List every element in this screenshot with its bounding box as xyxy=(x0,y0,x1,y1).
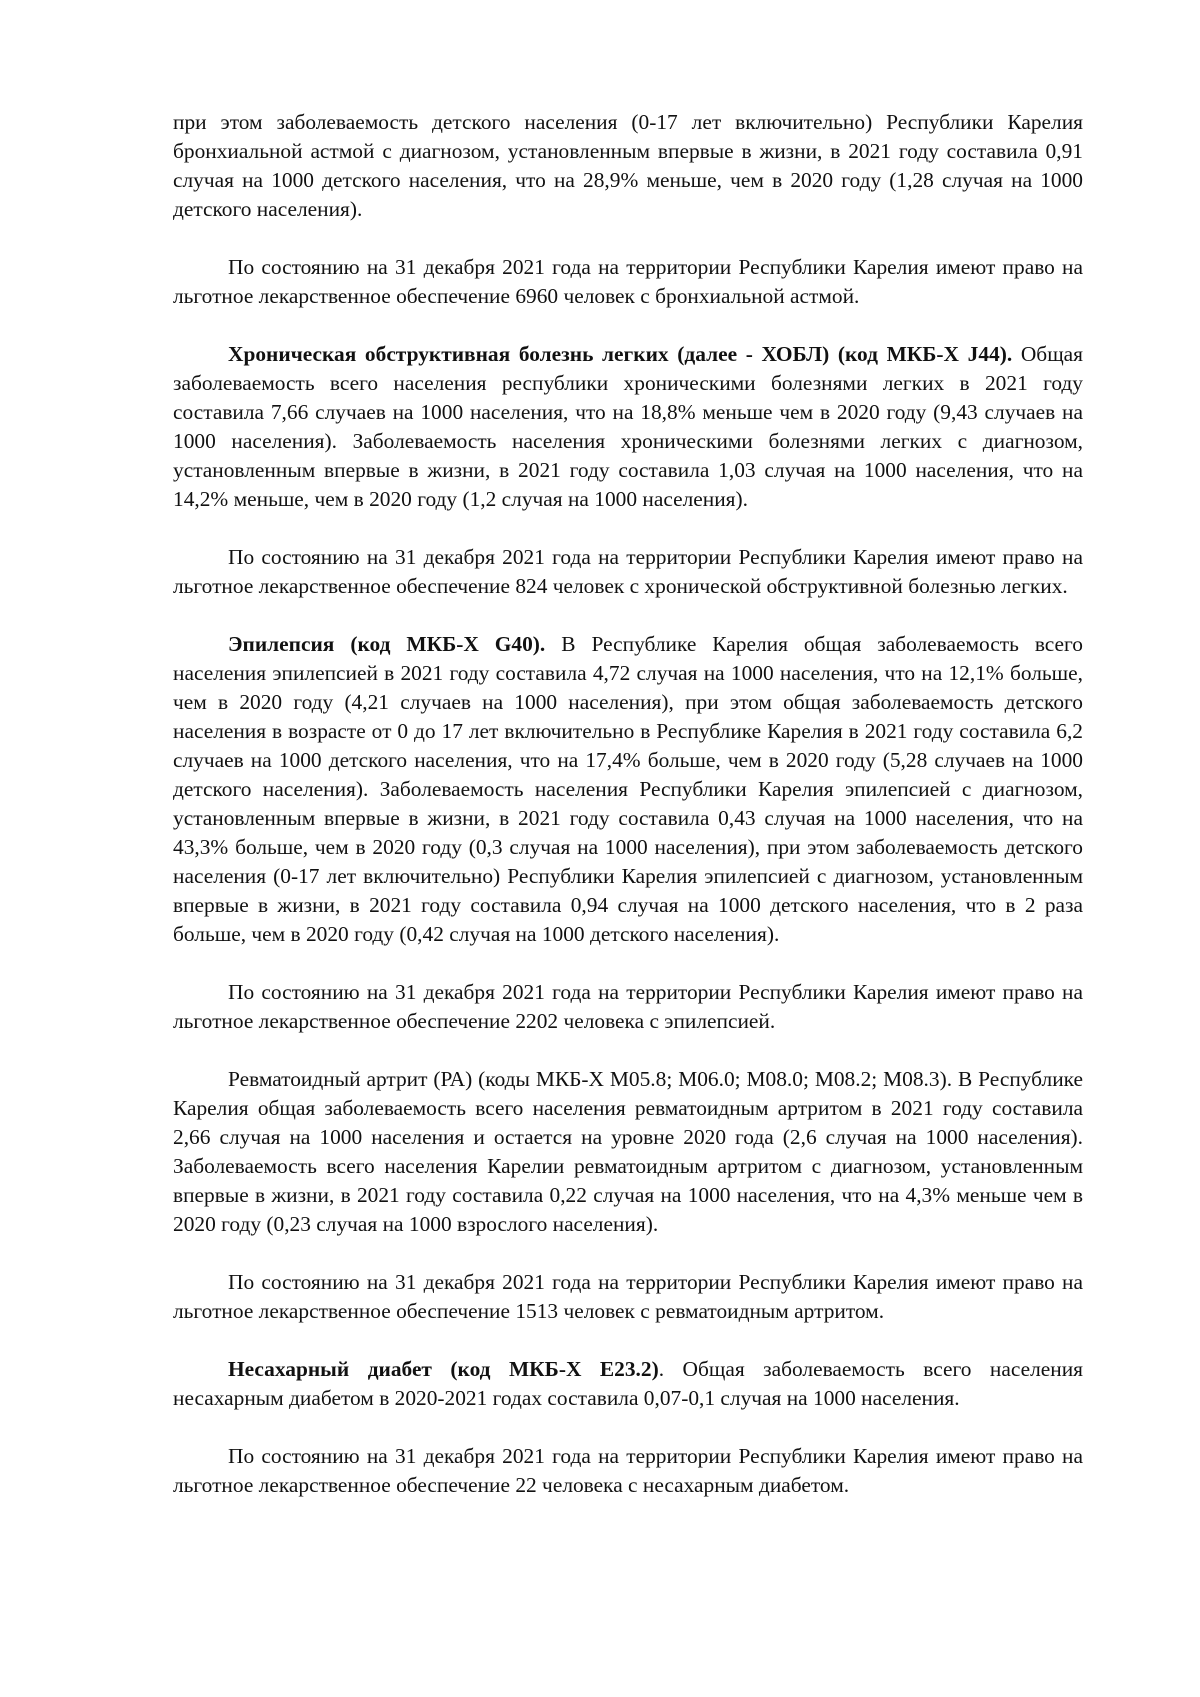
paragraph-asthma-benefits xyxy=(173,253,1083,311)
paragraph-text: Ревматоидный артрит (РА) (коды МКБ-Х М05.8; М06.0; М08.0; М08.2; М08.3). В Республике Карелия общая заболеваемость всего населения ревматоидным артритом в 2021 году составила 2,66 случая на 1000 населения и остается на уровне 2020 года (2,6 случая на 1000 населения). Заболеваемость всего населения Карелии ревматоидным артритом с диагнозом, установленным впервые в жизни, в 2021 году составила 0,22 случая на 1000 населения, что на 4,3% меньше чем в 2020 году (0,23 случая на 1000 взрослого населения). xyxy=(173,1067,1083,1236)
paragraph-asthma-children xyxy=(173,108,1083,224)
paragraph-text: Общая заболеваемость всего населения республики хроническими болезнями легких в 2021 году составила 7,66 случаев на 1000 населения, что на 18,8% меньше чем в 2020 году (9,43 случаев на 1000 населения). Заболеваемость населения хроническими болезнями легких с диагнозом, установленным впервые в жизни, в 2021 году составила 1,03 случая на 1000 населения, что на 14,2% меньше, чем в 2020 году (1,2 случая на 1000 населения). xyxy=(173,342,1083,511)
paragraph-text: По состоянию на 31 декабря 2021 года на территории Республики Карелия имеют право на льготное лекарственное обеспечение 1513 человек с ревматоидным артритом. xyxy=(173,1270,1083,1323)
paragraph-text: По состоянию на 31 декабря 2021 года на территории Республики Карелия имеют право на льготное лекарственное обеспечение 22 человека с несахарным диабетом. xyxy=(173,1444,1083,1497)
paragraph-ra-benefits xyxy=(173,1268,1083,1326)
paragraph-copd xyxy=(173,340,1083,514)
paragraph-text: По состоянию на 31 декабря 2021 года на территории Республики Карелия имеют право на льготное лекарственное обеспечение 824 человек с хронической обструктивной болезнью легких. xyxy=(173,545,1083,598)
paragraph-diabetes-insipidus xyxy=(173,1355,1083,1413)
paragraph-text: В Республике Карелия общая заболеваемость всего населения эпилепсией в 2021 году составила 4,72 случая на 1000 населения, что на 12,1% больше, чем в 2020 году (4,21 случаев на 1000 населения), при этом общая заболеваемость детского населения в возрасте от 0 до 17 лет включительно в Республике Карелия в 2021 году составила 6,2 случаев на 1000 детского населения, что на 17,4% больше, чем в 2020 году (5,28 случаев на 1000 детского населения). Заболеваемость населения Республики Карелия эпилепсией с диагнозом, установленным впервые в жизни, в 2021 году составила 0,43 случая на 1000 населения, что на 43,3% больше, чем в 2020 году (0,3 случая на 1000 населения), при этом заболеваемость детского населения (0-17 лет включительно) Республики Карелия эпилепсией с диагнозом, установленным впервые в жизни, в 2021 году составила 0,94 случая на 1000 детского населения, что в 2 раза больше, чем в 2020 году (0,42 случая на 1000 детского населения). xyxy=(173,632,1083,946)
paragraph-text: при этом заболеваемость детского населения (0-17 лет включительно) Республики Карелия бронхиальной астмой с диагнозом, установленным впервые в жизни, в 2021 году составила 0,91 случая на 1000 детского населения, что на 28,9% меньше, чем в 2020 году (1,28 случая на 1000 детского населения). xyxy=(173,110,1083,221)
paragraph-rheumatoid-arthritis xyxy=(173,1065,1083,1239)
paragraph-text: По состоянию на 31 декабря 2021 года на территории Республики Карелия имеют право на льготное лекарственное обеспечение 2202 человека с эпилепсией. xyxy=(173,980,1083,1033)
document-page xyxy=(173,108,1083,1500)
paragraph-heading: Эпилепсия (код МКБ-Х G40). xyxy=(228,632,546,656)
paragraph-heading: Хроническая обструктивная болезнь легких (далее - ХОБЛ) (код МКБ-Х J44). xyxy=(228,342,1013,366)
paragraph-text: По состоянию на 31 декабря 2021 года на территории Республики Карелия имеют право на льготное лекарственное обеспечение 6960 человек с бронхиальной астмой. xyxy=(173,255,1083,308)
paragraph-epilepsy-benefits xyxy=(173,978,1083,1036)
paragraph-heading: Несахарный диабет (код МКБ-Х Е23.2) xyxy=(228,1357,659,1381)
paragraph-text: . Общая заболеваемость всего населения несахарным диабетом в 2020-2021 годах составила 0,07-0,1 случая на 1000 населения. xyxy=(173,1357,1083,1410)
paragraph-copd-benefits xyxy=(173,543,1083,601)
paragraph-diabetes-benefits xyxy=(173,1442,1083,1500)
paragraph-epilepsy xyxy=(173,630,1083,949)
